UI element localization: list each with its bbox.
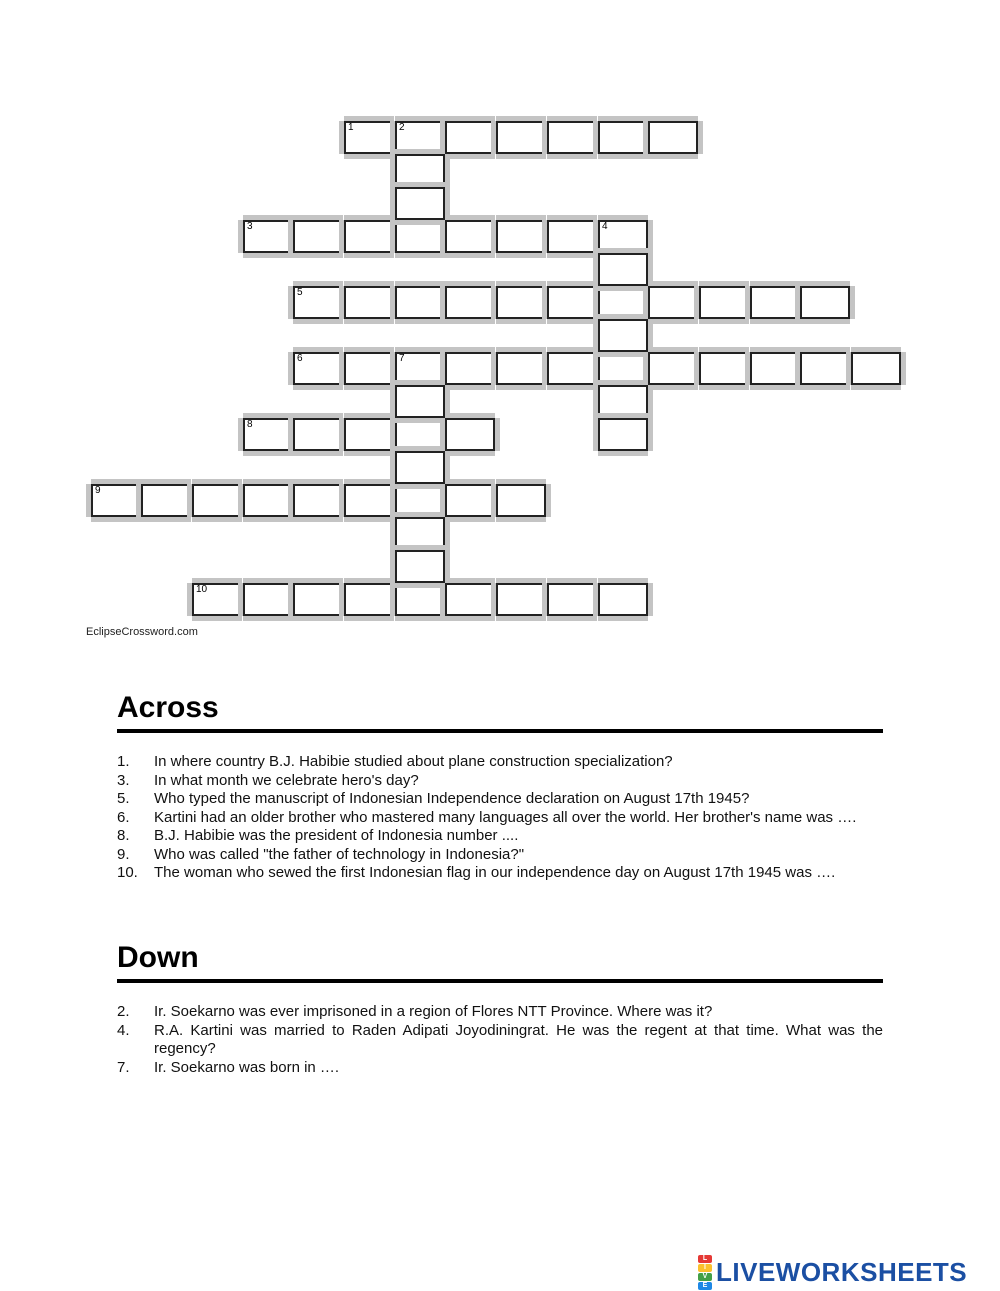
crossword-cell[interactable]: [293, 352, 343, 385]
down-heading: Down: [117, 940, 883, 983]
crossword-cell[interactable]: [445, 583, 495, 616]
clue-number: 8: [247, 419, 253, 430]
crossword-cell[interactable]: [445, 418, 495, 451]
crossword-cell[interactable]: [344, 418, 394, 451]
crossword-cell[interactable]: [192, 583, 242, 616]
crossword-cell[interactable]: [395, 418, 445, 451]
crossword-cell[interactable]: [344, 583, 394, 616]
clue-index: 8.: [117, 827, 130, 844]
clue-index: 4.: [117, 1021, 130, 1039]
crossword-cell[interactable]: [395, 154, 445, 187]
clue-text: R.A. Kartini was married to Raden Adipati Joyodiningrat. He was the regent at that time. What was the regency?: [154, 1021, 883, 1057]
crossword-cell[interactable]: [395, 352, 445, 385]
crossword-cell[interactable]: [496, 121, 546, 154]
crossword-cell[interactable]: [800, 286, 850, 319]
crossword-cell[interactable]: [547, 220, 597, 253]
crossword-cell[interactable]: [496, 583, 546, 616]
crossword-cell[interactable]: [344, 484, 394, 517]
crossword-cell[interactable]: [395, 451, 445, 484]
clue-text: B.J. Habibie was the president of Indonesia number ....: [154, 827, 519, 844]
crossword-cell[interactable]: [243, 418, 293, 451]
crossword-cell[interactable]: [547, 286, 597, 319]
clue-index: 2.: [117, 1003, 130, 1020]
crossword-cell[interactable]: [547, 121, 597, 154]
logo-letter-tile: I: [698, 1264, 712, 1272]
crossword-cell[interactable]: [598, 286, 648, 319]
crossword-cell[interactable]: [547, 352, 597, 385]
crossword-cell[interactable]: [750, 286, 800, 319]
across-clue: [117, 772, 883, 791]
clue-text: In where country B.J. Habibie studied about plane construction specialization?: [154, 753, 673, 770]
clue-index: 5.: [117, 790, 130, 807]
crossword-cell[interactable]: [800, 352, 850, 385]
crossword-cell[interactable]: [598, 583, 648, 616]
clue-text: Who typed the manuscript of Indonesian Independence declaration on August 17th 1945?: [154, 790, 750, 807]
clue-number: 1: [348, 122, 354, 133]
crossword-cell[interactable]: [648, 286, 698, 319]
crossword-cell[interactable]: [293, 418, 343, 451]
clue-number: 5: [297, 287, 303, 298]
logo-letter-tile: L: [698, 1255, 712, 1263]
crossword-cell[interactable]: [598, 418, 648, 451]
crossword-cell[interactable]: [293, 286, 343, 319]
crossword-cell[interactable]: [344, 220, 394, 253]
crossword-credit: EclipseCrossword.com: [86, 626, 198, 638]
clue-number: 7: [399, 353, 405, 364]
down-clue: [117, 1003, 883, 1022]
crossword-cell[interactable]: [395, 550, 445, 583]
clue-number: 10: [196, 584, 208, 595]
across-clue: [117, 809, 883, 828]
crossword-cell[interactable]: [699, 286, 749, 319]
crossword-cell[interactable]: [395, 484, 445, 517]
clue-number: 2: [399, 122, 405, 133]
crossword-cell[interactable]: [547, 583, 597, 616]
crossword-cell[interactable]: [243, 583, 293, 616]
crossword-cell[interactable]: [598, 121, 648, 154]
clue-index: 7.: [117, 1058, 130, 1076]
crossword-cell[interactable]: [243, 220, 293, 253]
logo-letter-tile: E: [698, 1282, 712, 1290]
crossword-cell[interactable]: [395, 583, 445, 616]
down-clue-list: [117, 1003, 883, 1077]
clue-index: 3.: [117, 771, 130, 789]
crossword-cell[interactable]: [395, 286, 445, 319]
clue-number: 4: [602, 221, 608, 232]
crossword-cell[interactable]: [445, 121, 495, 154]
crossword-cell[interactable]: [496, 484, 546, 517]
crossword-cell[interactable]: [496, 352, 546, 385]
clue-index: 6.: [117, 808, 130, 826]
crossword-cell[interactable]: [445, 286, 495, 319]
crossword-cell[interactable]: [598, 319, 648, 352]
across-clue: [117, 753, 883, 772]
crossword-cell[interactable]: [395, 385, 445, 418]
crossword-cell[interactable]: [344, 352, 394, 385]
clue-text: Who was called "the father of technology in Indonesia?": [154, 845, 525, 863]
across-heading: Across: [117, 690, 883, 733]
down-clue: [117, 1022, 883, 1059]
crossword-cell[interactable]: [445, 352, 495, 385]
clue-text: In what month we celebrate hero's day?: [154, 771, 419, 789]
clue-index: 9.: [117, 845, 130, 863]
across-clue: [117, 846, 883, 865]
crossword-cell[interactable]: [496, 286, 546, 319]
crossword-cell[interactable]: [598, 220, 648, 253]
down-clue: [117, 1059, 883, 1078]
clue-text: The woman who sewed the first Indonesian flag in our independence day on August 17th 1945 was ….: [154, 864, 836, 881]
clue-text: Ir. Soekarno was born in ….: [154, 1058, 340, 1076]
crossword-cell[interactable]: [344, 286, 394, 319]
crossword-cell[interactable]: [91, 484, 141, 517]
crossword-cell[interactable]: [750, 352, 800, 385]
crossword-cell[interactable]: [648, 352, 698, 385]
across-section: [117, 690, 883, 883]
clue-index: 10.: [117, 864, 138, 881]
liveworksheets-logo: [698, 1254, 968, 1289]
logo-mark-icon: [698, 1255, 712, 1290]
clue-text: Kartini had an older brother who mastered many languages all over the world. Her brother's name was ….: [154, 808, 857, 826]
crossword-cell[interactable]: [851, 352, 901, 385]
across-clue-list: [117, 753, 883, 883]
across-clue: [117, 864, 883, 883]
crossword-cell[interactable]: [395, 517, 445, 550]
logo-text: LIVEWORKSHEETS: [716, 1256, 968, 1287]
crossword-cell[interactable]: [395, 121, 445, 154]
crossword-cell[interactable]: [496, 220, 546, 253]
crossword-cell[interactable]: [293, 484, 343, 517]
clue-number: 9: [95, 485, 101, 496]
crossword-cell[interactable]: [699, 352, 749, 385]
clue-index: 1.: [117, 753, 130, 770]
crossword-cell[interactable]: [293, 583, 343, 616]
down-section: [117, 940, 883, 1077]
crossword-cell[interactable]: [445, 220, 495, 253]
crossword-cell[interactable]: [395, 220, 445, 253]
crossword-cell[interactable]: [598, 385, 648, 418]
crossword-cell[interactable]: [648, 121, 698, 154]
crossword-cell[interactable]: [395, 187, 445, 220]
crossword-cell[interactable]: [243, 484, 293, 517]
crossword-cell[interactable]: [445, 484, 495, 517]
crossword-cell[interactable]: [598, 253, 648, 286]
across-clue: [117, 790, 883, 809]
across-clue: [117, 827, 883, 846]
crossword-cell[interactable]: [344, 121, 394, 154]
crossword-cell[interactable]: [192, 484, 242, 517]
crossword-cell[interactable]: [293, 220, 343, 253]
clue-text: Ir. Soekarno was ever imprisoned in a region of Flores NTT Province. Where was it?: [154, 1003, 713, 1020]
logo-letter-tile: V: [698, 1273, 712, 1281]
crossword-cell[interactable]: [141, 484, 191, 517]
clue-number: 6: [297, 353, 303, 364]
crossword-cell[interactable]: [598, 352, 648, 385]
clue-number: 3: [247, 221, 253, 232]
